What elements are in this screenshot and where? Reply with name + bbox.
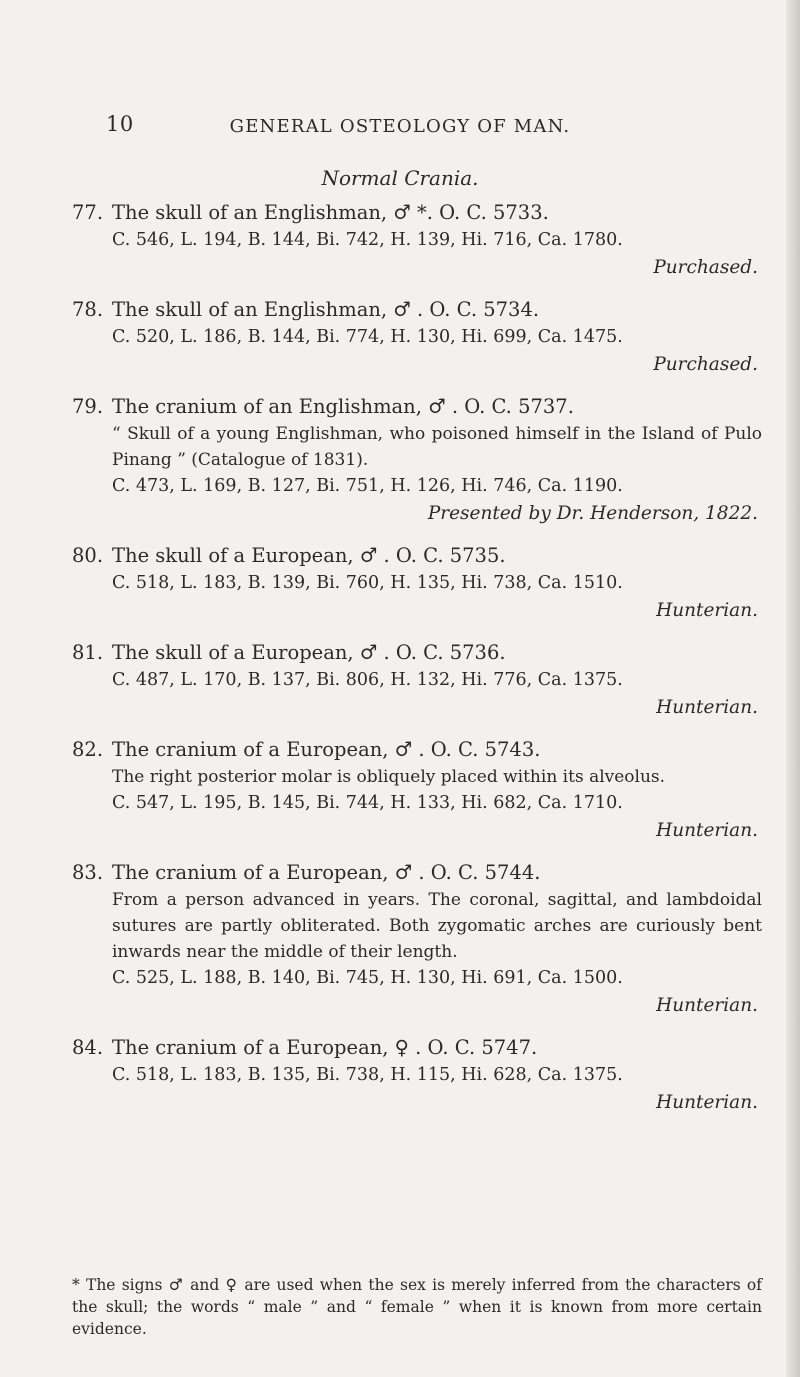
entry-heading-line xyxy=(72,638,762,667)
catalogue-entry xyxy=(72,295,762,379)
catalogue-entry xyxy=(72,541,762,625)
entry-heading: The cranium of a European, ♂ . O. C. 5743. xyxy=(112,738,541,761)
catalogue-entry xyxy=(72,858,762,1020)
entry-measurements: C. 473, L. 169, B. 127, Bi. 751, H. 126, Hi. 746, Ca. 1190. xyxy=(112,476,623,496)
entry-heading: The cranium of a European, ♀ . O. C. 5747. xyxy=(112,1036,538,1059)
entry-source: Hunterian. xyxy=(656,995,758,1016)
entry-source: Hunterian. xyxy=(656,600,758,621)
catalogue-entry xyxy=(72,392,762,528)
entry-measurements: C. 525, L. 188, B. 140, Bi. 745, H. 130, Hi. 691, Ca. 1500. xyxy=(112,968,623,988)
entry-source: Presented by Dr. Henderson, 1822. xyxy=(427,503,758,524)
entry-measurements: C. 547, L. 195, B. 145, Bi. 744, H. 133, Hi. 682, Ca. 1710. xyxy=(112,793,623,813)
catalogue-entry xyxy=(72,638,762,722)
page-number: 10 xyxy=(106,112,134,136)
catalogue-entry xyxy=(72,1033,762,1117)
entry-description: The right posterior molar is obliquely placed within its alveolus. xyxy=(112,767,666,787)
entry-source: Hunterian. xyxy=(656,820,758,841)
entry-heading-line xyxy=(72,392,762,421)
entry-heading: The cranium of an Englishman, ♂ . O. C. 5737. xyxy=(112,395,574,418)
page-edge-shadow xyxy=(786,0,800,1377)
entry-heading: The skull of an Englishman, ♂ *. O. C. 5733. xyxy=(112,201,549,224)
entry-number: 81. xyxy=(72,641,104,664)
entry-number: 84. xyxy=(72,1036,104,1059)
entry-heading: The skull of a European, ♂ . O. C. 5736. xyxy=(112,641,506,664)
entry-heading-line xyxy=(72,858,762,887)
entry-description: From a person advanced in years. The coronal, sagittal, and lambdoidal sutures are partly obliterated. Both zygomatic arches are curiously bent inwards near the middle of their length. xyxy=(112,890,762,962)
entry-heading-line xyxy=(72,1033,762,1062)
running-head: GENERAL OSTEOLOGY OF MAN. xyxy=(229,116,571,137)
entry-number: 83. xyxy=(72,861,104,884)
entry-heading: The cranium of a European, ♂ . O. C. 5744. xyxy=(112,861,541,884)
entry-number: 79. xyxy=(72,395,104,418)
entry-measurements: C. 546, L. 194, B. 144, Bi. 742, H. 139, Hi. 716, Ca. 1780. xyxy=(112,230,623,250)
entry-heading: The skull of an Englishman, ♂ . O. C. 5734. xyxy=(112,298,540,321)
entry-number: 82. xyxy=(72,738,104,761)
catalogue-entry xyxy=(72,198,762,282)
entry-number: 80. xyxy=(72,544,104,567)
entry-number: 78. xyxy=(72,298,104,321)
entry-heading: The skull of a European, ♂ . O. C. 5735. xyxy=(112,544,506,567)
entry-heading-line xyxy=(72,735,762,764)
catalogue-entry xyxy=(72,735,762,845)
entry-measurements: C. 520, L. 186, B. 144, Bi. 774, H. 130, Hi. 699, Ca. 1475. xyxy=(112,327,623,347)
entry-measurements: C. 487, L. 170, B. 137, Bi. 806, H. 132, Hi. 776, Ca. 1375. xyxy=(112,670,623,690)
catalogue-entries xyxy=(72,198,762,1130)
entry-number: 77. xyxy=(72,201,104,224)
entry-source: Purchased. xyxy=(653,257,758,278)
entry-description: “ Skull of a young Englishman, who poisoned himself in the Island of Pulo Pinang ” (Catalogue of 1831). xyxy=(112,424,762,470)
entry-measurements: C. 518, L. 183, B. 135, Bi. 738, H. 115, Hi. 628, Ca. 1375. xyxy=(112,1065,623,1085)
entry-heading-line xyxy=(72,541,762,570)
entry-source: Purchased. xyxy=(653,354,758,375)
entry-heading-line xyxy=(72,295,762,324)
entry-source: Hunterian. xyxy=(656,697,758,718)
footnote: * The signs ♂ and ♀ are used when the sex is merely inferred from the characters of the skull; the words “ male ” and “ female ” when it is known from more certain evidence. xyxy=(72,1276,762,1338)
entry-source: Hunterian. xyxy=(656,1092,758,1113)
entry-measurements: C. 518, L. 183, B. 139, Bi. 760, H. 135, Hi. 738, Ca. 1510. xyxy=(112,573,623,593)
section-title: Normal Crania. xyxy=(321,166,479,190)
entry-heading-line xyxy=(72,198,762,227)
